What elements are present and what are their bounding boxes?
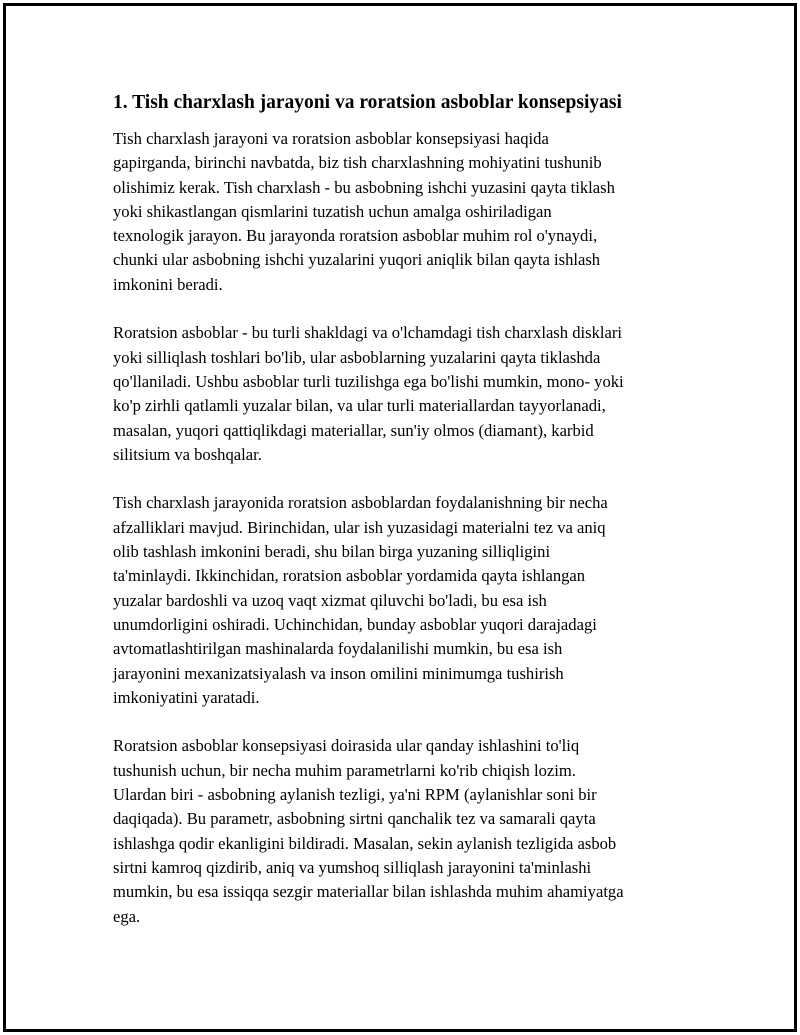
paragraph-line: masalan, yuqori qattiqlikdagi materiallar, sun'iy olmos (diamant), karbid [113, 420, 594, 440]
paragraph-line: texnologik jarayon. Bu jarayonda roratsion asboblar muhim rol o'ynaydi, [113, 226, 598, 246]
paragraph-line: yoki shikastlangan qismlarini tuzatish uchun amalga oshiriladigan [113, 201, 552, 221]
paragraph-line: ko'p zirhli qatlamli yuzalar bilan, va ular turli materiallardan tayyorlanadi, [113, 396, 606, 416]
paragraph-line: yuzalar bardoshli va uzoq vaqt xizmat qiluvchi bo'ladi, bu esa ish [113, 590, 547, 610]
paragraph [113, 127, 693, 297]
paragraph-line: gapirganda, birinchi navbatda, biz tish charxlashning mohiyatini tushunib [113, 153, 602, 173]
paragraph-line: imkonini beradi. [113, 274, 223, 294]
paragraph-line: Tish charxlash jarayonida roratsion asboblardan foydalanishning bir necha [113, 493, 608, 513]
paragraph-line: qo'llaniladi. Ushbu asboblar turli tuzilishga ega bo'lishi mumkin, mono- yoki [113, 371, 624, 391]
paragraph-line: tushunish uchun, bir necha muhim parametrlarni ko'rib chiqish lozim. [113, 760, 576, 780]
section-heading: 1. Tish charxlash jarayoni va roratsion asboblar konsepsiyasi [113, 92, 622, 113]
paragraph-line: Roratsion asboblar - bu turli shakldagi va o'lchamdagi tish charxlash disklari [113, 323, 622, 343]
paragraph-line: ega. [113, 906, 141, 926]
paragraph-line: olishimiz kerak. Tish charxlash - bu asbobning ishchi yuzasini qayta tiklash [113, 177, 615, 197]
paragraph-line: sirtni kamroq qizdirib, aniq va yumshoq silliqlash jarayonini ta'minlashi [113, 857, 592, 877]
paragraph-line: chunki ular asbobning ishchi yuzalarini yuqori aniqlik bilan qayta ishlash [113, 250, 601, 270]
paragraph-line: ta'minlaydi. Ikkinchidan, roratsion asboblar yordamida qayta ishlangan [113, 566, 586, 586]
paragraph-line: mumkin, bu esa issiqqa sezgir materiallar bilan ishlashda muhim ahamiyatga [113, 882, 624, 902]
paragraph [113, 734, 693, 928]
paragraph-line: daqiqada). Bu parametr, asbobning sirtni qanchalik tez va samarali qayta [113, 809, 596, 829]
document-body [113, 90, 693, 953]
paragraph-line: afzalliklari mavjud. Birinchidan, ular ish yuzasidagi materialni tez va aniq [113, 517, 606, 537]
paragraph [113, 491, 693, 710]
paragraph-line: Roratsion asboblar konsepsiyasi doirasida ular qanday ishlashini to'liq [113, 736, 580, 756]
paragraph-line: jarayonini mexanizatsiyalash va inson omilini minimumga tushirish [113, 663, 564, 683]
paragraph-line: yoki silliqlash toshlari bo'lib, ular asboblarning yuzalarini qayta tiklashda [113, 347, 601, 367]
paragraph-line: olib tashlash imkonini beradi, shu bilan birga yuzaning silliqligini [113, 542, 551, 562]
paragraph-line: ishlashga qodir ekanligini bildiradi. Masalan, sekin aylanish tezligida asbob [113, 833, 617, 853]
paragraph-list [113, 127, 693, 929]
paragraph-line: Tish charxlash jarayoni va roratsion asboblar konsepsiyasi haqida [113, 129, 549, 148]
paragraph-line: Ulardan biri - asbobning aylanish tezligi, ya'ni RPM (aylanishlar soni bir [113, 785, 597, 805]
paragraph-line: unumdorligini oshiradi. Uchinchidan, bunday asboblar yuqori darajadagi [113, 614, 597, 634]
paragraph-line: silitsium va boshqalar. [113, 444, 262, 464]
paragraph-line: imkoniyatini yaratadi. [113, 687, 260, 707]
paragraph-line: avtomatlashtirilgan mashinalarda foydalanilishi mumkin, bu esa ish [113, 639, 563, 659]
paragraph [113, 321, 693, 467]
